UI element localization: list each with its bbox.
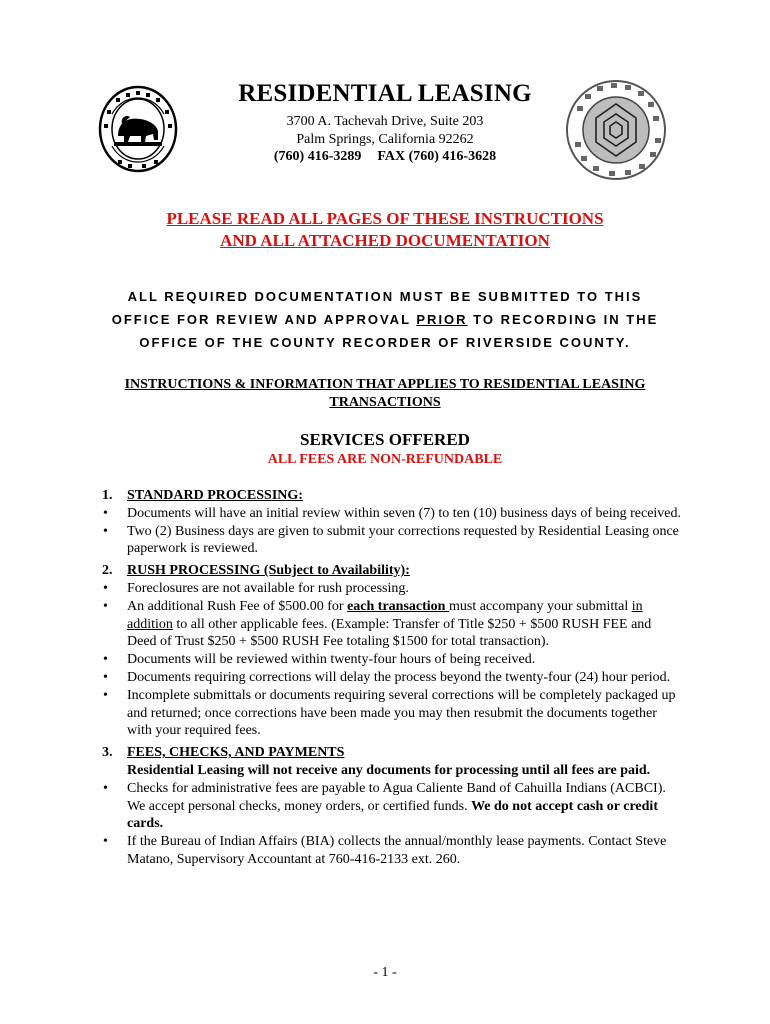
non-refundable-notice: ALL FEES ARE NON-REFUNDABLE (267, 452, 503, 467)
fax-number: FAX (760) 416-3628 (377, 149, 497, 164)
services-heading: SERVICES OFFERED (300, 430, 470, 449)
list-item-text: Documents will have an initial review within seven (7) to ten (10) business days of being received. (127, 505, 682, 521)
page-number: - 1 - (373, 965, 397, 980)
requirement-line-1: ALL REQUIRED DOCUMENTATION MUST BE SUBMITTED TO THIS (127, 289, 643, 304)
bullet-icon: • (103, 505, 108, 521)
bullet-icon: • (103, 834, 108, 850)
instructions-heading-line-2: TRANSACTIONS (329, 395, 441, 410)
list-item-text: Two (2) Business days are given to submit your corrections requested by Residential Leasing once paperwork is reviewed. (127, 523, 679, 557)
bullet-icon: • (103, 652, 108, 668)
list-item-text: An additional Rush Fee of $500.00 for (127, 598, 348, 614)
list-item (102, 669, 682, 687)
address-line-1: 3700 A. Tachevah Drive, Suite 203 (286, 114, 484, 129)
prior-emphasis: PRIOR (416, 312, 468, 327)
list-item (102, 780, 682, 833)
list-item-text: Incomplete submittals or documents requiring several corrections will be completely packaged up and returned; once corrections have been made you may then resubmit the documents together with your required fees. (127, 687, 676, 739)
bullet-icon: • (103, 523, 108, 539)
section-rush-processing (102, 562, 682, 580)
list-item (102, 651, 682, 669)
page-title: RESIDENTIAL LEASING (238, 80, 532, 107)
section-number: 2. (102, 563, 113, 579)
requirement-line-2 (0, 312, 770, 327)
list-item (102, 833, 682, 869)
requirement-line-2-end: TO RECORDING IN THE (467, 312, 659, 327)
instructions-heading-line-1: INSTRUCTIONS & INFORMATION THAT APPLIES TO RESIDENTIAL LEASING (124, 377, 646, 392)
in-addition-emphasis: in addition (127, 598, 643, 632)
read-notice-line-2: AND ALL ATTACHED DOCUMENTATION (220, 231, 550, 250)
each-transaction-emphasis: each transaction (347, 598, 449, 614)
bullet-icon: • (103, 598, 108, 614)
bullet-icon: • (103, 669, 108, 685)
services-list (102, 487, 682, 869)
section-number: 3. (102, 745, 113, 761)
list-item-text: If the Bureau of Indian Affairs (BIA) collects the annual/monthly lease payments. Contact Steve Matano, Supervisory Accountant at 760-416-2133 ext. 260. (127, 834, 667, 867)
list-item-text: Foreclosures are not available for rush processing. (127, 580, 409, 596)
list-item (102, 523, 682, 559)
section-standard-processing (102, 487, 682, 505)
list-item-text: Checks for administrative fees are payable to Agua Caliente Band of Cahuilla Indians (ACBCI). We accept personal checks, money orders, or certified funds. (127, 780, 666, 814)
requirement-line-3: OFFICE OF THE COUNTY RECORDER OF RIVERSIDE COUNTY. (139, 335, 631, 350)
list-item-text: to all other applicable fees. (Example: Transfer of Title $250 + $500 RUSH FEE and Deed of Trust $250 + $500 RUSH Fee totaling $1500 for total transaction). (127, 616, 652, 650)
list-item (102, 580, 682, 598)
list-item-text: must accompany your submittal (448, 598, 632, 614)
address-line-2: Palm Springs, California 92262 (296, 132, 474, 147)
list-item-text: Documents requiring corrections will delay the process beyond the twenty-four (24) hour period. (127, 669, 671, 685)
read-notice-line-1: PLEASE READ ALL PAGES OF THESE INSTRUCTIONS (166, 209, 604, 228)
bullet-icon: • (103, 687, 108, 703)
no-cash-emphasis: We do not accept cash or credit cards. (127, 798, 658, 832)
fees-bold-note: Residential Leasing will not receive any documents for processing until all fees are paid. (127, 762, 651, 778)
section-title: RUSH PROCESSING (Subject to Availability): (127, 563, 410, 579)
list-item (102, 687, 682, 740)
bullet-icon: • (103, 780, 108, 796)
section-fees-checks-payments (102, 744, 682, 762)
section-number: 1. (102, 488, 113, 503)
list-item (102, 505, 682, 523)
contact-line (0, 149, 770, 165)
bullet-icon: • (103, 580, 108, 596)
list-item (102, 598, 682, 651)
list-item-text: Documents will be reviewed within twenty-four hours of being received. (127, 652, 536, 668)
section-title: STANDARD PROCESSING: (127, 488, 303, 503)
requirement-line-2-start: OFFICE FOR REVIEW AND APPROVAL (111, 312, 417, 327)
section-title: FEES, CHECKS, AND PAYMENTS (127, 745, 345, 761)
phone-number: (760) 416-3289 (273, 149, 362, 164)
